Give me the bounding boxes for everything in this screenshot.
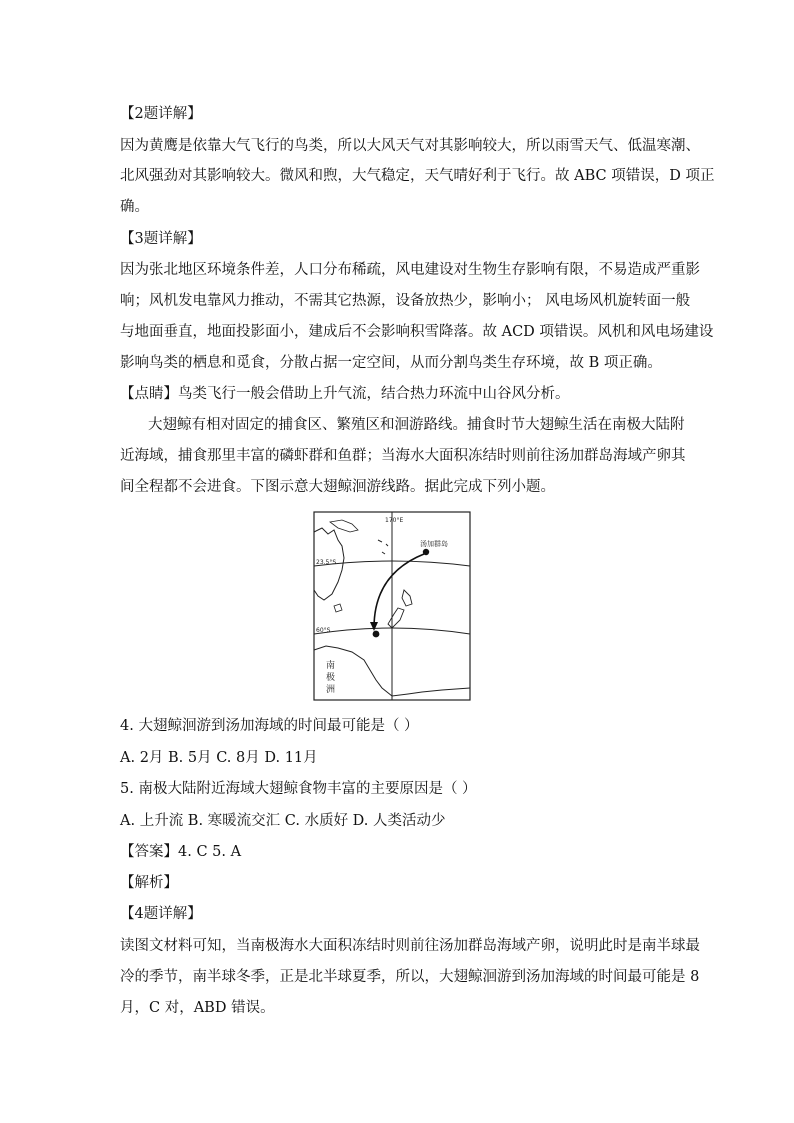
section-3-line-3: 与地面垂直，地面投影面小，建成后不会影响积雪降落。故 ACD 项错误。风机和风电场建设 <box>120 324 714 340</box>
pacific-islands <box>378 540 388 554</box>
question-5-stem: 5. 南极大陆附近海域大翅鲸食物丰富的主要原因是（ ） <box>120 781 477 797</box>
q4-heading: 【4题详解】 <box>120 906 202 922</box>
q4-line-2: 冷的季节，南半球冬季，正是北半球夏季，所以，大翅鲸洄游到汤加海域的时间最可能是 8 <box>120 969 700 985</box>
question-4-stem: 4. 大翅鲸洄游到汤加海域的时间最可能是（ ） <box>120 718 419 734</box>
tip-line: 【点睛】鸟类飞行一般会借助上升气流，结合热力环流中山谷风分析。 <box>120 386 570 402</box>
question-4-options: A. 2月 B. 5月 C. 8月 D. 11月 <box>120 750 318 766</box>
lat2-label: 60°S <box>316 627 331 634</box>
section-2-heading: 【2题详解】 <box>120 106 202 122</box>
section-3-line-1: 因为张北地区环境条件差，人口分布稀疏，风电建设对生物生存影响有限，不易造成严重影 <box>120 262 700 278</box>
section-2-line-1: 因为黄鹰是依靠大气飞行的鸟类，所以大风天气对其影响较大，所以雨雪天气、低温寒潮、 <box>120 138 700 154</box>
new-zealand-south <box>388 608 404 628</box>
whale-migration-map <box>312 510 472 702</box>
continent-char-3: 洲 <box>326 685 336 695</box>
question-5-options: A. 上升流 B. 寒暖流交汇 C. 水质好 D. 人类活动少 <box>120 813 446 829</box>
q4-line-3: 月，C 对，ABD 错误。 <box>120 1000 275 1016</box>
intro-line-1: 大翅鲸有相对固定的捕食区、繁殖区和洄游路线。捕食时节大翅鲸生活在南极大陆附 <box>148 417 685 433</box>
new-zealand-north <box>402 590 412 606</box>
section-2-line-2: 北风强劲对其影响较大。微风和煦，大气稳定，天气晴好利于飞行。故 ABC 项错误，D 项正 <box>120 168 715 184</box>
intro-line-3: 间全程都不会进食。下图示意大翅鲸洄游线路。据此完成下列小题。 <box>120 479 555 495</box>
analysis-heading: 【解析】 <box>120 875 178 891</box>
islands-label: 汤加群岛 <box>420 540 448 548</box>
lat1-label: 23.5°S <box>316 559 337 566</box>
route-arrowhead <box>370 622 378 631</box>
migration-route <box>374 554 424 628</box>
continent-char-2: 极 <box>326 673 336 683</box>
section-3-line-2: 响；风机发电靠风力推动，不需其它热源，设备放热少，影响小； 风电场风机旋转面一般 <box>120 293 691 309</box>
answer-line: 【答案】4. C 5. A <box>120 844 242 860</box>
intro-line-2: 近海域，捕食那里丰富的磷虾群和鱼群；当海水大面积冻结时则前往汤加群岛海域产卵其 <box>120 448 686 464</box>
lon-label: 170°E <box>385 517 404 524</box>
feeding-point <box>373 631 380 638</box>
tasmania-outline <box>334 604 342 612</box>
section-3-line-4: 影响鸟类的栖息和觅食，分散占据一定空间，从而分割鸟类生存环境，故 B 项正确。 <box>120 355 662 371</box>
section-2-line-3: 确。 <box>120 199 149 215</box>
section-3-heading: 【3题详解】 <box>120 231 202 247</box>
continent-char-1: 南 <box>326 661 336 671</box>
q4-line-1: 读图文材料可知，当南极海水大面积冻结时则前往汤加群岛海域产卵，说明此时是南半球最 <box>120 938 700 954</box>
